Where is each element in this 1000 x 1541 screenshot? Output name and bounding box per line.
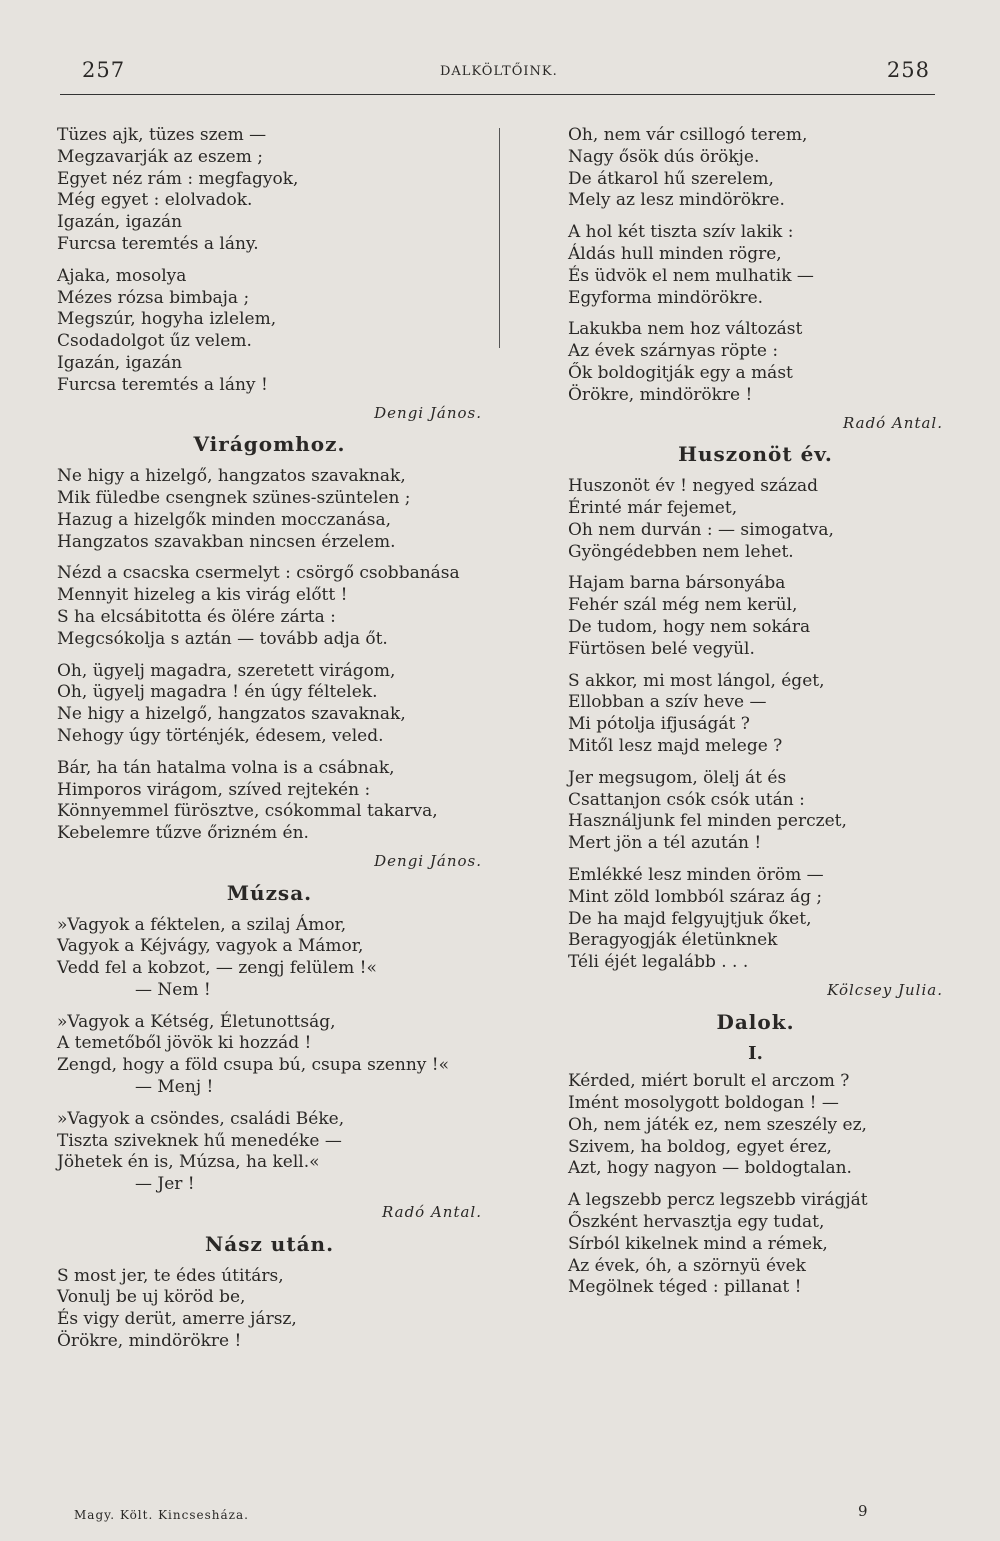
verse-line: Zengd, hogy a föld csupa bú, csupa szenny !«	[57, 1055, 450, 1076]
verse-line: Egyet néz rám : megfagyok,	[57, 168, 299, 189]
verse-line: És vigy derüt, amerre jársz,	[57, 1309, 297, 1330]
verse-line: Oh, ügyelj magadra, szeretett virágom,	[57, 660, 396, 681]
verse-line: Fürtösen belé vegyül.	[568, 638, 755, 659]
verse-line: Bár, ha tán hatalma volna is a csábnak,	[57, 757, 395, 778]
verse-line: Mert jön a tél azután !	[568, 833, 762, 854]
column-divider	[499, 128, 500, 348]
verse-line: Fehér szál még nem kerül,	[568, 595, 798, 616]
verse-line: Örökre, mindörökre !	[57, 1331, 242, 1352]
verse-line: Azt, hogy nagyon — boldogtalan.	[568, 1158, 852, 1179]
verse-line: Mennyit hizeleg a kis virág előtt !	[57, 585, 348, 606]
verse-line: Igazán, igazán	[57, 212, 183, 233]
verse-line: A temetőből jövök ki hozzád !	[57, 1033, 312, 1054]
stanza	[568, 319, 943, 406]
stanza	[568, 1071, 943, 1180]
verse-line: Kérded, miért borult el arczom ?	[568, 1071, 850, 1092]
verse-line: Szivem, ha boldog, egyet érez,	[568, 1136, 832, 1157]
stanza	[568, 476, 943, 563]
verse-line: Imént mosolygott boldogan ! —	[568, 1093, 839, 1114]
verse-line: Csattanjon csók csók után :	[568, 789, 805, 810]
poem-nasz-utan	[57, 1231, 482, 1353]
verse-line: Megszúr, hogyha izlelem,	[57, 309, 277, 330]
verse-line: S ha elcsábitotta és ölére zárta :	[57, 606, 336, 627]
poem-title: Dalok.	[716, 1009, 795, 1034]
verse-line: Érinté már fejemet,	[568, 497, 738, 518]
verse-line: Őszként hervasztja egy tudat,	[568, 1212, 825, 1233]
right-page-number: 258	[886, 58, 930, 82]
left-column	[57, 125, 482, 1363]
verse-line: Mint zöld lombból száraz ág ;	[568, 886, 823, 907]
verse-line: A legszebb percz legszebb virágját	[568, 1190, 868, 1211]
verse-line: Vedd fel a kobzot, — zengj felülem !«	[57, 958, 377, 979]
verse-reply: — Nem !	[135, 979, 211, 1000]
verse-line: Ellobban a szív heve —	[568, 692, 767, 713]
verse-line: A hol két tiszta szív lakik :	[568, 222, 794, 243]
verse-line: Igazán, igazán	[57, 352, 183, 373]
verse-line: »Vagyok a csöndes, családi Béke,	[57, 1108, 345, 1129]
verse-line: Beragyogják életünknek	[568, 930, 778, 951]
verse-line: Vagyok a Kéjvágy, vagyok a Mámor,	[57, 936, 364, 957]
verse-line: Mely az lesz mindörökre.	[568, 190, 785, 211]
verse-line: Ajaka, mosolya	[57, 265, 187, 286]
verse-line: Hangzatos szavakban nincsen érzelem.	[57, 531, 396, 552]
running-title: DALKÖLTŐINK.	[440, 64, 558, 79]
verse-line: Nézd a csacska csermelyt : csörgő csobbanása	[57, 563, 460, 584]
verse-line: Jöhetek én is, Múzsa, ha kell.«	[57, 1152, 320, 1173]
verse-line: Oh, ügyelj magadra ! én úgy féltelek.	[57, 682, 378, 703]
verse-line: Furcsa teremtés a lány.	[57, 233, 259, 254]
verse-line: Megcsókolja s aztán — tovább adja őt.	[57, 628, 388, 649]
stanza	[57, 1012, 482, 1099]
verse-line: Ne higy a hizelgő, hangzatos szavaknak,	[57, 466, 406, 487]
stanza	[57, 1109, 482, 1196]
verse-line: Mi pótolja ifjuságát ?	[568, 714, 750, 735]
verse-line: Jer megsugom, ölelj át és	[568, 767, 787, 788]
verse-line: Csodadolgot űz velem.	[57, 331, 252, 352]
poem-title: Huszonöt év.	[678, 442, 833, 467]
verse-line: Megölnek téged : pillanat !	[568, 1277, 802, 1298]
poem-author: Kölcsey Julia.	[827, 980, 943, 999]
verse-line: Kebelemre tűzve őrizném én.	[57, 823, 309, 844]
poem-author: Radó Antal.	[381, 1203, 482, 1222]
stanza	[568, 671, 943, 758]
verse-line: Oh, nem vár csillogó terem,	[568, 125, 808, 145]
verse-line: De tudom, hogy nem sokára	[568, 616, 811, 637]
poem-section-number: I.	[748, 1043, 763, 1065]
verse-line: Az évek, óh, a szörnyü évek	[568, 1255, 806, 1276]
verse-line: Huszonöt év ! negyed század	[568, 476, 819, 497]
verse-line: S akkor, mi most lángol, éget,	[568, 670, 825, 691]
poem-untitled	[57, 125, 482, 424]
verse-reply: — Menj !	[135, 1077, 214, 1098]
verse-line: Használjunk fel minden perczet,	[568, 811, 847, 832]
verse-line: És üdvök el nem mulhatik —	[568, 265, 814, 286]
verse-line: Ők boldogitják egy a mást	[568, 362, 793, 383]
stanza	[57, 266, 482, 397]
verse-line: Lakukba nem hoz változást	[568, 319, 803, 340]
stanza	[568, 125, 943, 212]
stanza	[57, 563, 482, 650]
verse-line: »Vagyok a Kétség, Életunottság,	[57, 1011, 336, 1032]
page-header	[60, 58, 940, 94]
verse-line: Még egyet : elolvadok.	[57, 190, 253, 211]
poem-author: Dengi János.	[374, 403, 482, 422]
left-page-number: 257	[82, 58, 126, 82]
verse-line: Himporos virágom, szíved rejtekén :	[57, 779, 371, 800]
verse-line: Oh, nem játék ez, nem szeszély ez,	[568, 1114, 867, 1135]
verse-line: Mitől lesz majd melege ?	[568, 735, 783, 756]
right-column	[568, 125, 943, 1309]
poem-muzsa	[57, 880, 482, 1224]
poem-title: Múzsa.	[226, 880, 313, 905]
stanza	[57, 915, 482, 1002]
poem-author: Radó Antal.	[842, 413, 943, 432]
poem-author: Dengi János.	[374, 851, 482, 870]
verse-line: Örökre, mindörökre !	[568, 384, 753, 405]
verse-line: Egyforma mindörökre.	[568, 287, 764, 308]
verse-line: Ne higy a hizelgő, hangzatos szavaknak,	[57, 704, 406, 725]
verse-line: Nagy ősök dús örökje.	[568, 146, 760, 167]
stanza	[568, 222, 943, 309]
poem-huszonot-ev	[568, 444, 943, 1001]
verse-line: Gyöngédebben nem lehet.	[568, 541, 794, 562]
signature-mark: 9	[858, 1502, 868, 1520]
verse-line: Tüzes ajk, tüzes szem —	[57, 125, 267, 145]
stanza	[568, 573, 943, 660]
stanza	[57, 125, 482, 256]
stanza	[57, 661, 482, 748]
footer-book-title: Magy. Költ. Kincsesháza.	[74, 1508, 249, 1522]
verse-line: Az évek szárnyas röpte :	[568, 341, 779, 362]
poem-title: Virágomhoz.	[193, 432, 346, 457]
verse-line: Hajam barna bársonyába	[568, 573, 786, 594]
verse-line: Furcsa teremtés a lány !	[57, 374, 268, 395]
stanza	[568, 768, 943, 855]
stanza	[57, 1266, 482, 1353]
verse-line: Oh nem durván : — simogatva,	[568, 519, 834, 540]
verse-line: De átkarol hű szerelem,	[568, 168, 774, 189]
verse-line: Emlékké lesz minden öröm —	[568, 864, 824, 885]
verse-reply: — Jer !	[135, 1174, 195, 1195]
stanza	[568, 1190, 943, 1299]
verse-line: De ha majd felgyujtjuk őket,	[568, 908, 812, 929]
verse-line: Téli éjét legalább . . .	[568, 952, 749, 973]
verse-line: Áldás hull minden rögre,	[568, 243, 782, 264]
verse-line: Könnyemmel fürösztve, csókommal takarva,	[57, 801, 438, 822]
poem-title: Nász után.	[204, 1231, 335, 1256]
stanza	[57, 758, 482, 845]
verse-line: Nehogy úgy történjék, édesem, veled.	[57, 725, 384, 746]
verse-line: Tiszta sziveknek hű menedéke —	[57, 1130, 342, 1151]
poem-dalok	[568, 1009, 943, 1300]
poem-viragomhoz	[57, 434, 482, 872]
verse-line: Megzavarják az eszem ;	[57, 146, 263, 167]
verse-line: Vonulj be uj köröd be,	[57, 1287, 246, 1308]
verse-line: Mik füledbe csengnek szünes-szüntelen ;	[57, 487, 411, 508]
verse-line: Mézes rózsa bimbaja ;	[57, 287, 250, 308]
verse-line: »Vagyok a féktelen, a szilaj Ámor,	[57, 914, 347, 935]
stanza	[57, 466, 482, 553]
header-rule	[60, 94, 935, 95]
verse-line: Sírból kikelnek mind a rémek,	[568, 1233, 828, 1254]
poem-nasz-utan-continued	[568, 125, 943, 434]
stanza	[568, 865, 943, 974]
verse-line: Hazug a hizelgők minden mocczanása,	[57, 509, 391, 530]
verse-line: S most jer, te édes útitárs,	[57, 1265, 284, 1286]
